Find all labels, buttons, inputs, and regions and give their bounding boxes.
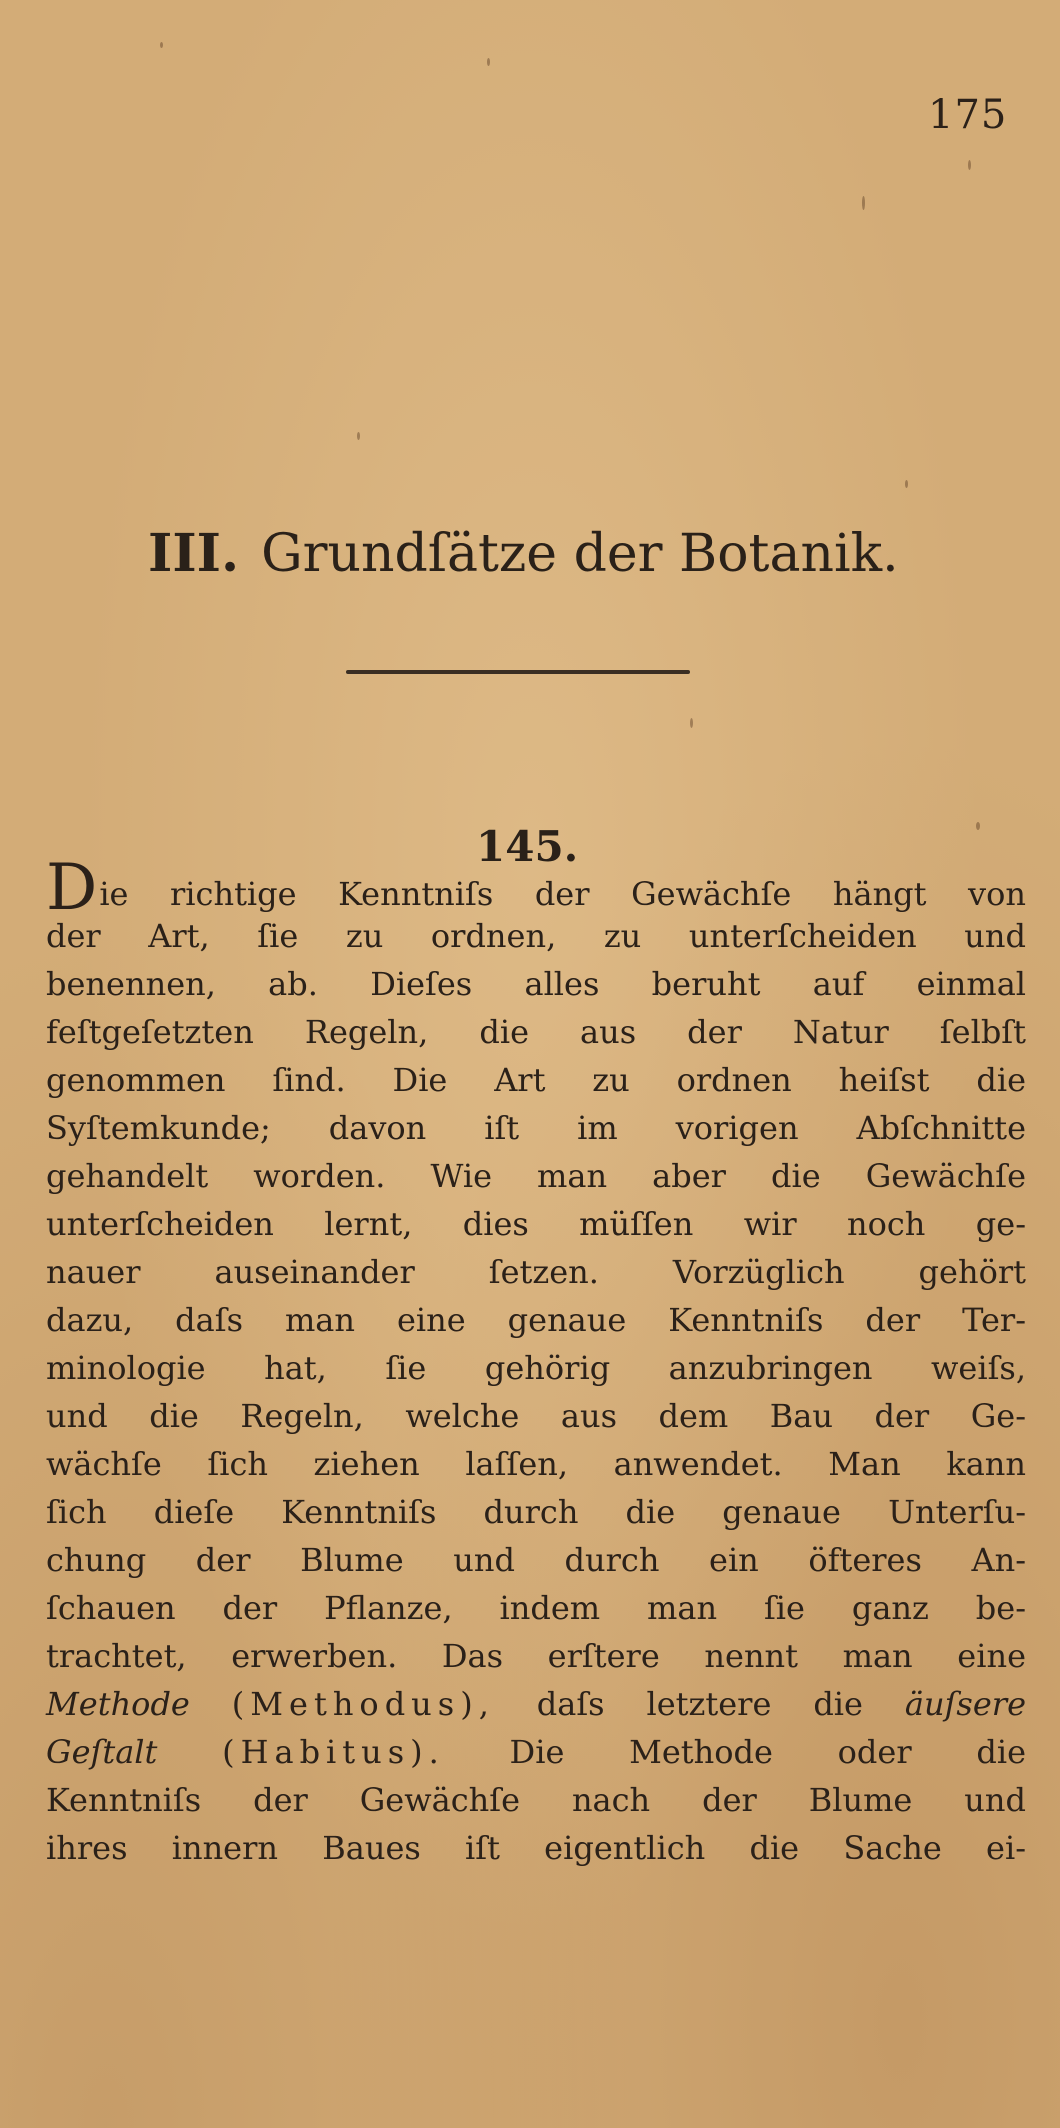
chapter-heading [148,523,928,584]
text-line: gehandelt worden. Wie man aber die Gewächſe [46,1157,1026,1195]
text-line: feſtgeſetzten Regeln, die aus der Natur ſelbſt [46,1013,1026,1051]
heading-rule [346,670,690,674]
text-line: Methode (Methodus), daſs letztere die äuſsere [46,1685,1027,1723]
text-line: ſich dieſe Kenntniſs durch die genaue Unterſu- [46,1493,1026,1531]
text-line: benennen, ab. Dieſes alles beruht auf einmal [46,965,1026,1003]
paper-speck [905,480,908,488]
chapter-numeral: III. [148,523,240,584]
text-line: minologie hat, ſie gehörig anzubringen weiſs, [46,1349,1026,1387]
chapter-title: Grundſätze der Botanik. [261,524,899,584]
text-line: Die richtige Kenntniſs der Gewächſe hängt von [46,851,1026,925]
text-line: genommen ſind. Die Art zu ordnen heiſst die [46,1061,1026,1099]
text-line: der Art, ſie zu ordnen, zu unterſcheiden und [46,917,1026,955]
paper-speck [976,822,980,830]
text-line: ſchauen der Pflanze, indem man ſie ganz be- [46,1589,1026,1627]
paper-speck [968,160,971,170]
text-line: Kenntniſs der Gewächſe nach der Blume und [46,1781,1026,1819]
page-number: 175 [928,92,1008,138]
text-line: Syſtemkunde; davon iſt im vorigen Abſchnitte [46,1109,1026,1147]
term-habitus: (Habitus). [222,1733,445,1771]
body-paragraph [46,851,1027,1872]
term-methodus: (Methodus), [231,1685,495,1723]
paper-speck [690,718,693,728]
section-number: 145. [476,822,579,871]
term-aeussere: äuſsere [904,1685,1027,1723]
paper-speck [357,432,360,440]
text-line: chung der Blume und durch ein öfteres An- [46,1541,1026,1579]
text-line: und die Regeln, welche aus dem Bau der Ge- [46,1397,1026,1435]
text-line: Geſtalt (Habitus). Die Methode oder die [46,1733,1027,1771]
paper-speck [862,196,865,210]
paper-speck [487,58,490,66]
text-line: nauer auseinander ſetzen. Vorzüglich gehört [46,1253,1026,1291]
text-line: trachtet, erwerben. Das erſtere nennt man eine [46,1637,1026,1675]
paper-speck [160,42,163,48]
drop-cap: D [46,851,98,925]
term-methode: Methode [46,1685,190,1723]
term-gestalt: Geſtalt [46,1733,158,1771]
text-line: dazu, daſs man eine genaue Kenntniſs der Ter- [46,1301,1026,1339]
text-line: wächſe ſich ziehen laſſen, anwendet. Man kann [46,1445,1026,1483]
text-line: ihres innern Baues iſt eigentlich die Sache ei- [46,1829,1026,1867]
text-line: unterſcheiden lernt, dies müſſen wir noch ge- [46,1205,1026,1243]
